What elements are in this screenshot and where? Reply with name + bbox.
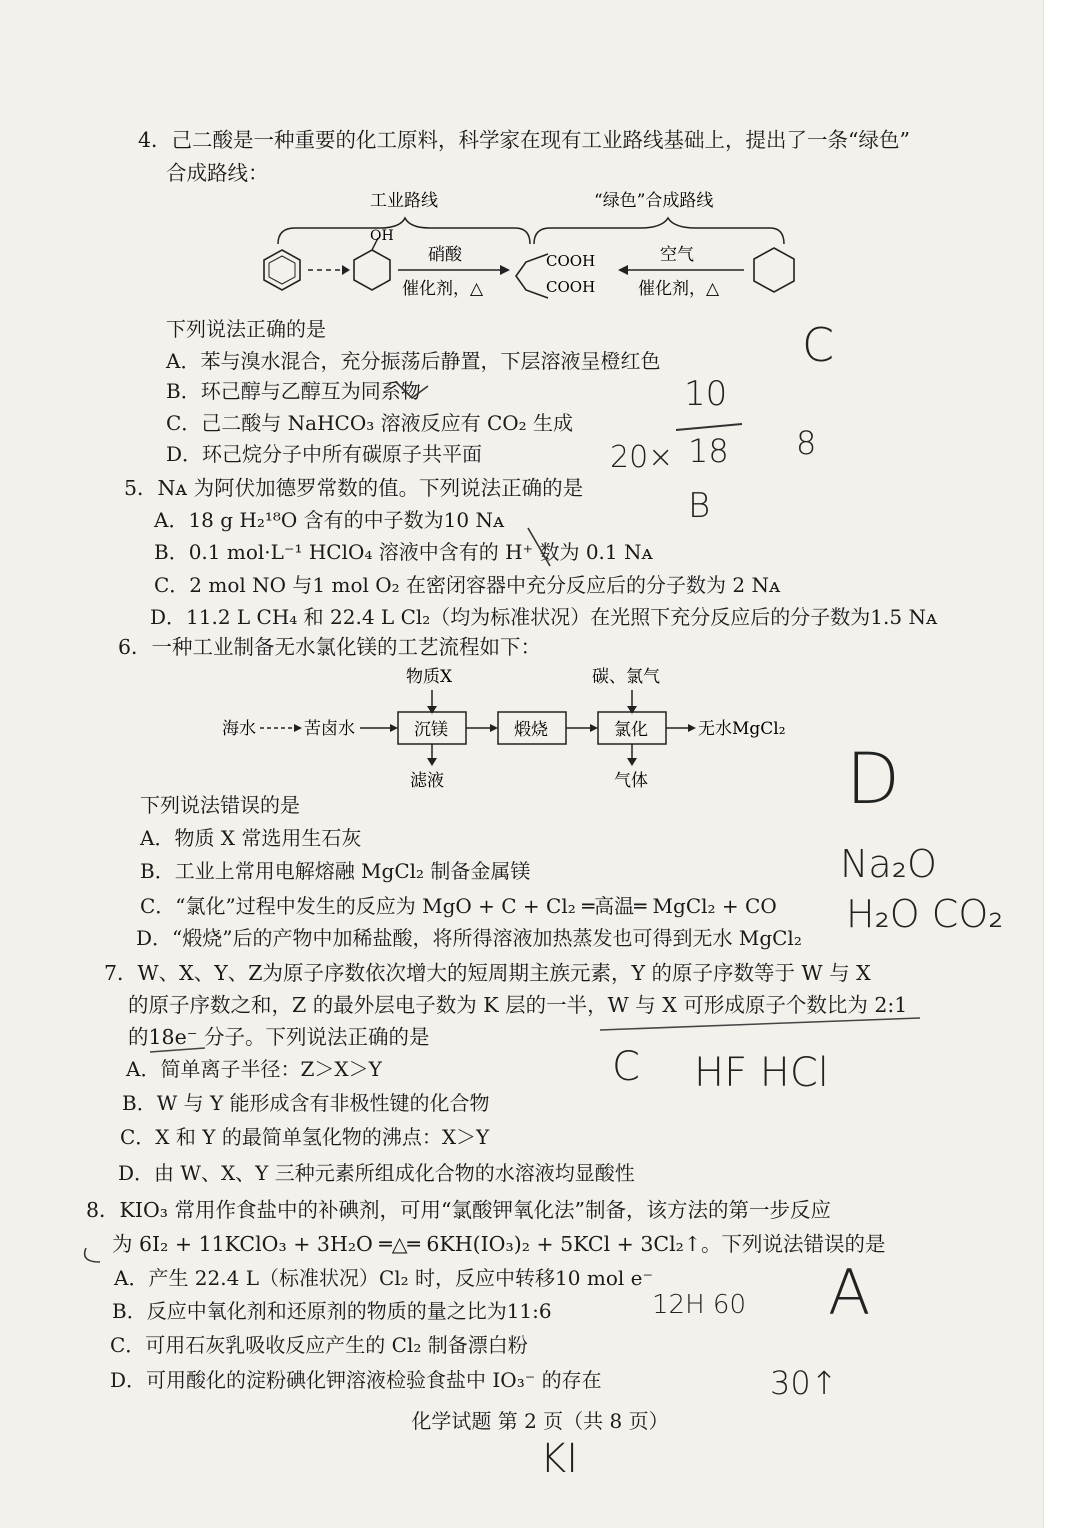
handwritten-note-h2o-co2: H₂O CO₂: [846, 892, 1004, 936]
q4-option-a: A．苯与溴水混合，充分振荡后静置，下层溶液呈橙红色: [166, 349, 661, 373]
handwritten-eight: 8: [796, 424, 817, 462]
filtrate-label: 滤液: [410, 771, 444, 791]
page-footer: 化学试题 第 2 页（共 8 页）: [411, 1409, 669, 1433]
q5-option-c: C．2 mol NO 与1 mol O₂ 在密闭容器中充分反应后的分子数为 2 Nᴀ: [154, 573, 781, 597]
q4-stem-line1: 4．己二酸是一种重要的化工原料，科学家在现有工业路线基础上，提出了一条“绿色”: [138, 128, 911, 152]
precipitate-mg-label: 沉镁: [414, 720, 448, 740]
q6-option-b: B．工业上常用电解熔融 MgCl₂ 制备金属镁: [140, 859, 531, 883]
q6-option-c: C．“氯化”过程中发生的反应为 MgO + C + Cl₂ ═高温═ MgCl₂ + CO: [140, 894, 777, 918]
handwritten-note-hf-hcl: HF HCl: [694, 1050, 829, 1096]
air-label: 空气: [660, 245, 694, 265]
q4-option-d: D．环己烷分子中所有碳原子共平面: [166, 442, 483, 466]
handwritten-answer-q6: D: [846, 738, 900, 820]
product-label: 无水MgCl₂: [698, 719, 786, 739]
q8-option-a: A．产生 22.4 L（标准状况）Cl₂ 时，反应中转移10 mol e⁻: [114, 1266, 654, 1290]
handwritten-note-30: 30↑: [770, 1364, 838, 1402]
correction-stroke-q7: [600, 1018, 920, 1030]
q7-option-a: A．简单离子半径：Z＞X＞Y: [126, 1057, 382, 1081]
q5-option-d: D．11.2 L CH₄ 和 22.4 L Cl₂（均为标准状况）在光照下充分反应后的分子数为1.5 Nᴀ: [150, 605, 938, 629]
check-mark-q5: [528, 528, 550, 566]
q8-option-c: C．可用石灰乳吸收反应产生的 Cl₂ 制备漂白粉: [110, 1333, 528, 1357]
q5-option-a: A．18 g H₂¹⁸O 含有的中子数为10 Nᴀ: [154, 508, 505, 532]
q7-stem-line1: 7．W、X、Y、Z为原子序数依次增大的短周期主族元素，Y 的原子序数等于 W 与 X: [104, 961, 871, 985]
handwritten-calc: 20×: [610, 440, 674, 475]
nitric-acid-label: 硝酸: [428, 245, 462, 265]
bracket-q8: [85, 1248, 100, 1262]
q8-stem-line1: 8．KIO₃ 常用作食盐中的补碘剂，可用“氯酸钾氧化法”制备，该方法的第一步反应: [86, 1198, 831, 1222]
calcine-label: 煅烧: [514, 720, 548, 740]
handwritten-fraction-numerator: 10: [684, 374, 728, 414]
q5-stem: 5．Nᴀ 为阿伏加德罗常数的值。下列说法正确的是: [124, 476, 584, 500]
q4-option-c: C．己二酸与 NaHCO₃ 溶液反应有 CO₂ 生成: [166, 411, 574, 435]
handwritten-fraction-denominator: 18: [688, 432, 729, 470]
correction-stroke-q7-a: [150, 1048, 205, 1052]
chlorinate-label: 氯化: [614, 720, 648, 740]
q6-prompt: 下列说法错误的是: [140, 793, 300, 817]
q7-stem-line3: 的18e⁻ 分子。下列说法正确的是: [128, 1025, 430, 1049]
handwritten-answer-q5: B: [688, 486, 711, 526]
q6-option-a: A．物质 X 常选用生石灰: [140, 826, 362, 850]
handwritten-note-12h-60: 12H 60: [652, 1290, 746, 1320]
handwritten-answer-q4: C: [802, 318, 835, 372]
bittern-label: 苦卤水: [304, 719, 355, 739]
green-route-label: “绿色”合成路线: [594, 191, 714, 211]
seawater-label: 海水: [222, 719, 256, 739]
q4-option-b: B．环己醇与乙醇互为同系物: [166, 379, 421, 403]
q4-prompt: 下列说法正确的是: [166, 317, 326, 341]
catalyst-right-label: 催化剂，△: [638, 279, 720, 299]
gas-label: 气体: [614, 771, 648, 791]
q7-option-d: D．由 W、X、Y 三种元素所组成化合物的水溶液均显酸性: [118, 1161, 635, 1185]
cooh-bottom-label: COOH: [546, 278, 596, 296]
oh-label: OH: [370, 228, 394, 244]
q7-stem-line2: 的原子序数之和，Z 的最外层电子数为 K 层的一半，W 与 X 可形成原子个数比为 2:1: [128, 993, 908, 1017]
fraction-bar: [676, 424, 742, 430]
catalyst-left-label: 催化剂，△: [402, 279, 484, 299]
carbon-chlorine-label: 碳、氯气: [592, 667, 660, 687]
handwritten-note-ki: KI: [540, 1436, 579, 1482]
q7-option-c: C．X 和 Y 的最简单氢化物的沸点：X＞Y: [120, 1125, 490, 1149]
check-mark-q4: [396, 382, 428, 398]
q5-option-b: B．0.1 mol·L⁻¹ HClO₄ 溶液中含有的 H⁺ 数为 0.1 Nᴀ: [154, 540, 653, 564]
q8-option-b: B．反应中氧化剂和还原剂的物质的量之比为11:6: [112, 1299, 552, 1323]
q8-option-d: D．可用酸化的淀粉碘化钾溶液检验食盐中 IO₃⁻ 的存在: [110, 1368, 602, 1392]
q4-stem-line2: 合成路线：: [166, 161, 269, 185]
handwritten-answer-q8: A: [828, 1256, 871, 1329]
handwritten-answer-q7: C: [612, 1044, 640, 1090]
q6-stem: 6．一种工业制备无水氯化镁的工艺流程如下：: [118, 635, 542, 659]
industrial-route-label: 工业路线: [370, 191, 438, 211]
q8-stem-line2: 为 6I₂ + 11KClO₃ + 3H₂O ═△═ 6KH(IO₃)₂ + 5KCl + 3Cl₂↑。下列说法错误的是: [112, 1232, 886, 1256]
handwritten-note-na2o: Na₂O: [840, 842, 937, 886]
cooh-top-label: COOH: [546, 252, 596, 270]
q6-option-d: D．“煅烧”后的产物中加稀盐酸，将所得溶液加热蒸发也可得到无水 MgCl₂: [136, 926, 802, 950]
substance-x-label: 物质X: [406, 667, 453, 687]
q7-option-b: B．W 与 Y 能形成含有非极性键的化合物: [122, 1091, 490, 1115]
